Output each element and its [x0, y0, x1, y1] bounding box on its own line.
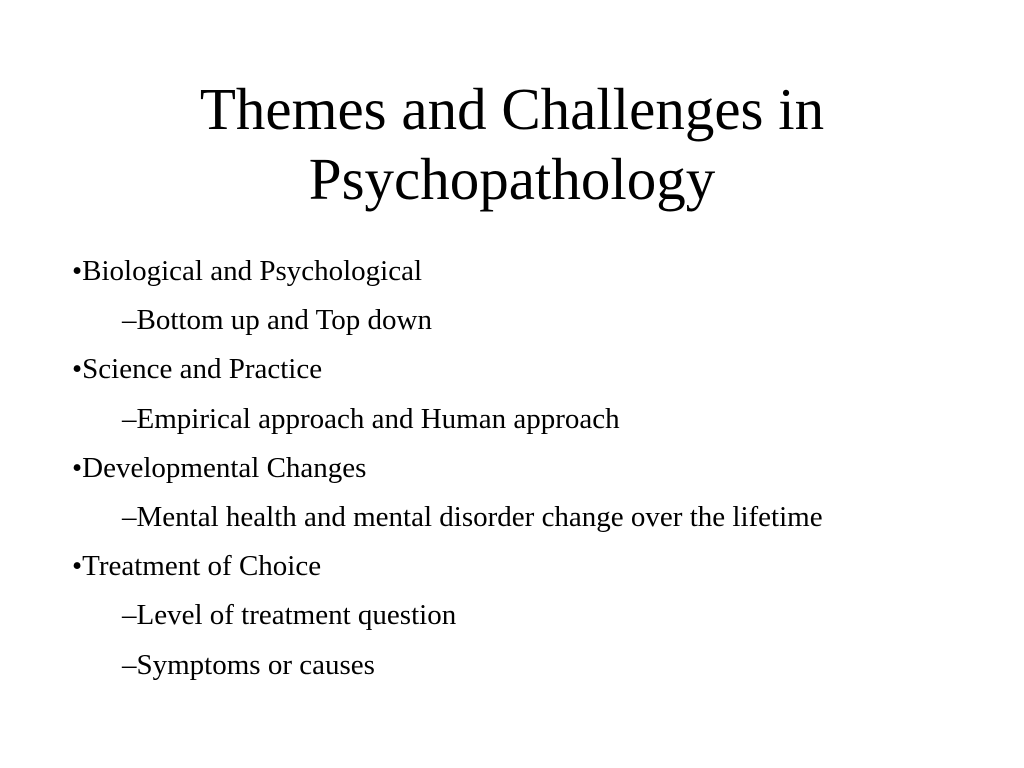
dash-marker: –: [122, 402, 137, 435]
bullet-marker: •: [72, 451, 83, 484]
sub-bullet-text: Empirical approach and Human approach: [136, 402, 620, 435]
sub-bullet-item: [72, 591, 823, 640]
bullet-text: Developmental Changes: [82, 451, 367, 484]
dash-marker: –: [122, 599, 137, 632]
sub-bullet-item: [72, 641, 823, 690]
sub-bullet-item: [72, 296, 823, 345]
slide-title: [0, 74, 1024, 214]
sub-bullet-text: Bottom up and Top down: [136, 304, 432, 337]
dash-marker: –: [122, 648, 137, 681]
dash-marker: –: [122, 501, 137, 534]
bullet-text: Science and Practice: [82, 353, 323, 386]
bullet-text: Treatment of Choice: [82, 550, 322, 583]
sub-bullet-text: Symptoms or causes: [136, 648, 375, 681]
bullet-marker: •: [72, 550, 83, 583]
bullet-text: Biological and Psychological: [82, 255, 423, 287]
bullet-item: [72, 444, 823, 493]
slide-title-line-2: Psychopathology: [308, 146, 716, 212]
bullet-item: [72, 542, 823, 591]
sub-bullet-text: Mental health and mental disorder change over the lifetime: [136, 501, 823, 534]
bullet-item: [72, 345, 823, 394]
bullet-marker: •: [72, 255, 83, 287]
dash-marker: –: [122, 304, 137, 337]
sub-bullet-item: [72, 395, 823, 444]
bullet-item: [72, 247, 823, 296]
sub-bullet-item: [72, 493, 823, 542]
bullet-marker: •: [72, 353, 83, 386]
bullet-list: [72, 247, 823, 690]
sub-bullet-text: Level of treatment question: [136, 599, 457, 632]
slide-title-line-1: Themes and Challenges in: [199, 76, 825, 142]
